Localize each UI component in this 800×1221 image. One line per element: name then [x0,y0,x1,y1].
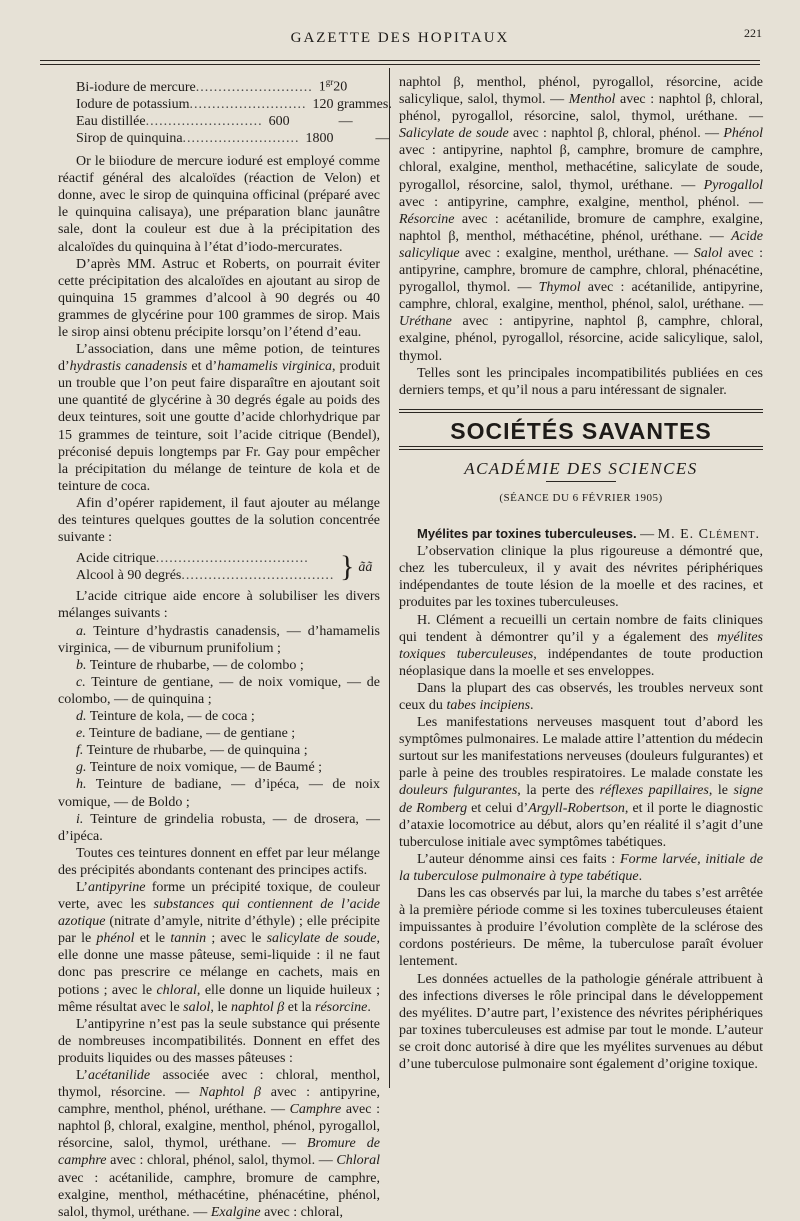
section-title: SOCIÉTÉS SAVANTES [450,417,712,444]
academy-title: ACADÉMIE DES SCIENCES [464,458,698,478]
article-title: Myélites par toxines tuberculeuses. [417,526,637,542]
paragraph: Toutes ces teintures donnent en effet par leur mélange des précipités abondants contenant des principes actifs. [58,845,380,878]
paragraph: H. Clément a recueilli un certain nombre de faits cliniques qui tendent à démontrer qu’il y a également des myélites toxiques tuberculeuses, indépendantes de toute production néoplasique dans la moelle et ses enveloppes. [399,612,763,679]
recipe-qty: 1800 [305,130,334,146]
recipe-unit: — [375,130,390,146]
list-item: i. Teinture de grindelia robusta, — de drosera, — d’ipéca. [58,811,381,844]
recipe-unit: — [338,113,353,129]
list-item: g. Teinture de noix vomique, — de Baumé ; [76,760,323,776]
recipe-label: Eau distillée [76,113,146,129]
section-rule [399,446,763,450]
paragraph: L’auteur dénomme ainsi ces faits : Forme larvée, initiale de la tuberculose pulmonaire à type tabétique. [399,851,763,884]
recipe-row [76,74,380,96]
header-rule-bottom [40,64,760,65]
seance-date: (SÉANCE DU 6 FÉVRIER 1905) [499,491,663,504]
leader-dots: .................................. [181,568,335,584]
recipe-row [76,130,390,147]
paragraph: L’antipyrine n’est pas la seule substance qui présente de nombreuses incompatibilités. Donnent en effet des produits liquides ou des masses pâteuses : [58,1016,380,1066]
academy-rule [546,481,616,482]
leader-dots: .......................... [189,96,307,112]
paragraph: L’observation clinique la plus rigoureuse a démontré que, chez les tuberculeux, il y avait des névrites périphériques indépendantes de toute lésion de la moelle et des racines, et produites par les toxines tuberculeuses. [399,544,763,611]
paragraph: Les données actuelles de la pathologie générale attribuent à des infections diverses le rôle principal dans le développement des myélites. D’autre part, l’existence des névrites périphériques par toxines tuberculeuses est admise par tout le monde. L’auteur se croit donc autorisé à dire que les myélites survenues au début d’une tuberculose pulmonaire sont également d’origine toxique. [399,971,763,1072]
leader-dots: .......................... [182,130,300,146]
recipe-table [76,74,392,147]
list-item: a. Teinture d’hydrastis canadensis, — d’hamamelis virginica, — de viburnum prunifolium ; [58,623,381,656]
column-divider [389,68,390,1088]
paragraph: L’association, dans une même potion, de teintures d’hydrastis canadensis et d’hamamelis virginica, produit un trouble que l’on peut faire disparaître en ajoutant soit une quantité de glycérine à 30 degrés égale au poids des deux teintures, soit une goutte d’acide chlorhydrique par 15 grammes de teinture, soit l’acide citrique (Bendel), préconisé depuis longtemps par Fr. Gay pour empêcher la précipitation du mélange de teinture de kola et de teinture de coca. [58,342,380,494]
paragraph: Or le biiodure de mercure ioduré est employé comme réactif général des alcaloïdes (réaction de Velon) et donne, avec le sirop de quinquina officinal (préparé avec le quinquina calisaya), une préparation blanc jaunâtre sale, dont la couleur est due à la précipitation des alcaloïdes du quinquina à l’état d’iodo-mercurates. [58,154,380,255]
section-rule [399,409,763,413]
recipe-qty: $1^{gr}20$ [318,77,348,95]
list-item: h. Teinture de badiane, — d’ipéca, — de noix vomique, — de Boldo ; [58,777,380,810]
formula-row: Alcool à 90 degrés .................................. [76,567,338,584]
paragraph: L’acétanilide associée avec : chloral, menthol, thymol, résorcine. — Naphtol β avec : antipyrine, camphre, menthol, phénol, uréthane. — Camphre avec : naphtol β, chloral, exalgine, menthol, phénol, pyrogallol, résorcine, salol, thymol, uréthane. — Bromure de camphre avec : chloral, phénol, salol, thymol. — Chloral avec : acétanilide, camphre, bromure de camphre, exalgine, menthol, méthacétine, phénacétine, phénol, salol, thymol, uréthane. — Exalgine avec : chloral, [58,1068,381,1220]
list-item: e. Teinture de badiane, — de gentiane ; [76,726,296,742]
leader-dots: .................................. [155,551,309,567]
paragraph: L’acide citrique aide encore à solubiliser les divers mélanges suivants : [58,589,380,622]
recipe-label: Bi-iodure de mercure [76,79,196,95]
formula-aa: ãã [358,559,373,575]
list-item: f. Teinture de rhubarbe, — de quinquina ; [76,743,308,759]
formula-block [76,550,380,584]
right-column [399,74,763,1073]
paragraph: Dans les cas observés par lui, la marche du tabes s’est arrêtée à la première période comme si les toxines tuberculeuses étaient impuissantes à produire l’évolution complète de la sclérose des cordons postérieurs. De même, la tuberculose paraît évoluer lentement. [399,886,763,970]
list-item: c. Teinture de gentiane, — de noix vomique, — de colombo, — de quinquina ; [58,674,381,707]
recipe-qty: 120 grammes. [312,96,392,112]
header-rule-top [40,60,760,61]
article-author: M. E. Clément. [657,527,761,543]
recipe-label: Sirop de quinquina [76,130,183,146]
formula-row: Acide citrique .................................. [76,550,338,567]
recipe-row [76,113,380,130]
running-head: GAZETTE DES HOPITAUX [290,30,510,46]
leader-dots: .......................... [195,79,313,95]
paragraph: Les manifestations nerveuses masquent tout d’abord les symptômes pulmonaires. Le malade attire l’attention du médecin surtout sur les manifestations nerveuses (douleurs fulgurantes) et parle à peine des troubles respiratoires. Le malade constate les douleurs fulgurantes, la perte des réflexes papillaires, le signe de Romberg et celui d’Argyll-Robertson, et il porte le diagnostic d’ataxie locomotrice au début, alors qu’en réalité il s’agit d’une tuberculose initiale avec symptômes tabétiques. [399,715,764,850]
paragraph: Myélites par toxines tuberculeuses. — M. E. Clément. [417,526,761,543]
list-item: d. Teinture de kola, — de coca ; [76,709,255,725]
list-item: b. Teinture de rhubarbe, — de colombo ; [76,657,304,673]
recipe-qty: 600 [268,113,290,129]
paragraph: Telles sont les principales incompatibilités publiées en ces derniers temps, et qu’il nous a paru intéressant de signaler. [399,365,763,398]
paragraph: D’après MM. Astruc et Roberts, on pourrait éviter cette précipitation des alcaloïdes en ajoutant au sirop de quinquina 15 grammes d’alcool à 90 degrés ou 40 grammes de glycérine pour 100 grammes de sirop. Mais le sirop ainsi obtenu précipite lorsqu’on l’étend d’eau. [58,256,380,340]
page-number: 221 [744,26,762,40]
paragraph: L’antipyrine forme un précipité toxique, de couleur verte, avec les substances qui contiennent de l’acide azotique (nitrate d’amyle, nitrite d’éthyle) ; elle précipite par le phénol et le tannin ; avec le salicylate de soude, elle donne une masse pâteuse, semi-liquide : il ne faut donc pas prescrire ce mélange en cachets, mais en potions ; avec le chloral, elle donne un liquide huileux ; même résultat avec le salol, le naphtol β et la résorcine. [58,879,380,1015]
brace: } [340,550,355,584]
paragraph: Dans la plupart des cas observés, les troubles nerveux sont ceux du tabes incipiens. [399,680,763,713]
recipe-label: Iodure de potassium [76,96,190,112]
recipe-row [76,96,392,113]
leader-dots: .......................... [145,113,263,129]
left-column [58,74,392,1221]
paragraph: Afin d’opérer rapidement, il faut ajouter au mélange des teintures quelques gouttes de la solution concentrée suivante : [58,495,380,546]
paragraph: naphtol β, menthol, phénol, pyrogallol, résorcine, acide salicylique, salol, thymol. — Menthol avec : naphtol β, chloral, phénol, pyrogallol, résorcine, salol, thymol, uréthane. — Salicylate de soude avec : naphtol β, chloral, phénol. — Phénol avec : antipyrine, naphtol β, camphre, bromure de camphre, chloral, exalgine, menthol, methacétine, salicylate de soude, pyrogallol, résorcine, salol, thymol, uréthane. — Pyrogallol avec : antipyrine, camphre, exalgine, menthol, phénol. — Résorcine avec : acétanilide, bromure de camphre, exalgine, naphtol β, menthol, méthacétine, phénol, uréthane. — Acide salicylique avec : exalgine, menthol, uréthane. — Salol avec : antipyrine, camphre, bromure de camphre, chloral, phénacétine, pyrogallol, thymol. — Thymol avec : acétanilide, antipyrine, camphre, chloral, exalgine, menthol, phénol, salol, uréthane. — Uréthane avec : antipyrine, naphtol β, camphre, chloral, exalgine, phénol, pyrogallol, résorcine, acide salicylique, salol, thymol. [399,75,764,364]
